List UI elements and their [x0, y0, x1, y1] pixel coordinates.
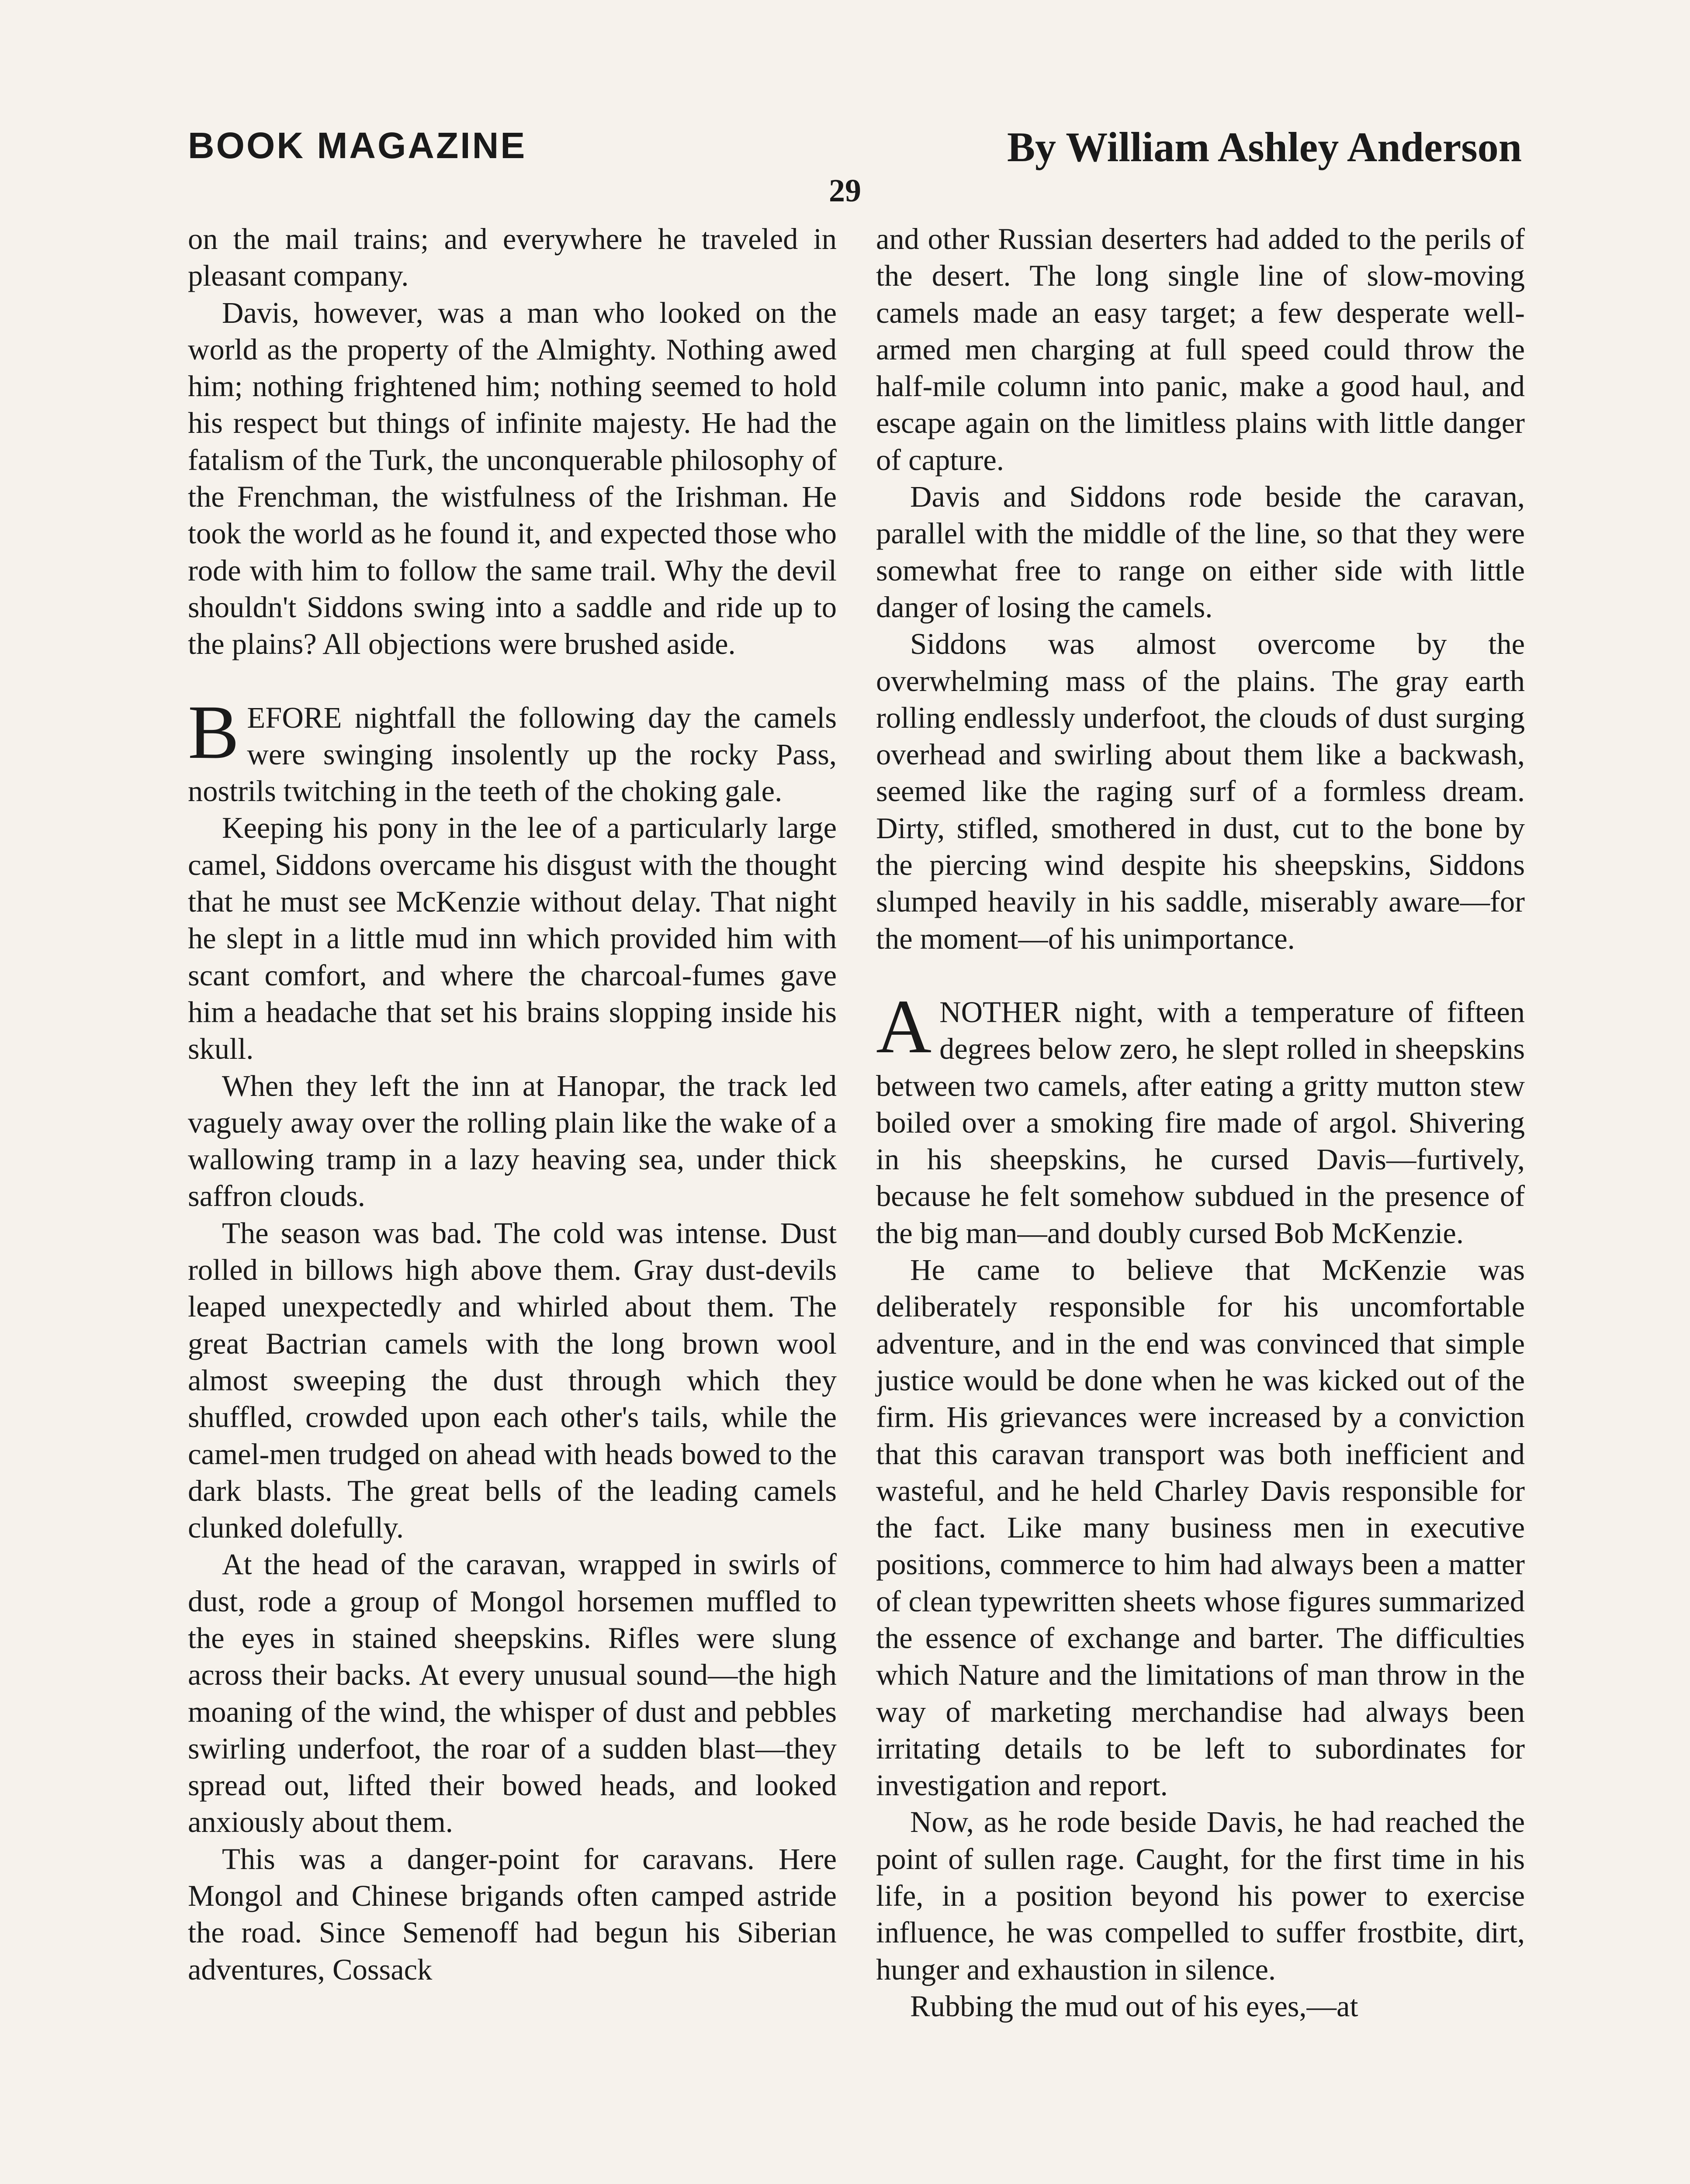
paragraph: At the head of the caravan, wrapped in swirls of dust, rode a group of Mongol horsemen muffled to the eyes in stained sheepskins. Rifles were slung across their backs. At every unusual sound—the high moaning of the wind, the whisper of dust and pebbles swirling underfoot, the roar of a sudden blast—they spread out, lifted their bowed heads, and looked anxiously about them.: [188, 1548, 837, 1839]
drop-cap: B: [188, 689, 239, 775]
paragraph-text: EFORE nightfall the following day the camels were swinging insolently up the rocky Pass, nostrils twitching in the teeth of the choking gale.: [188, 701, 837, 808]
drop-cap: A: [876, 984, 932, 1069]
paragraph-text: NOTHER night, with a temperature of fifteen degrees below zero, he slept rolled in sheepskins between two camels, after eating a gritty mutton stew boiled over a smoking fire made of argol. Shivering in his sheepskins, he cursed Davis—furtively, because he felt somehow subdued in the presence of the big man—and doubly cursed Bob McKenzie.: [876, 995, 1525, 1250]
paragraph: on the mail trains; and everywhere he traveled in pleasant company.: [188, 222, 837, 293]
paragraph: He came to believe that McKenzie was deliberately responsible for his uncomfortable adventure, and in the end was convinced that simple justice would be done when he was kicked out of the firm. His grievances were increased by a conviction that this caravan transport was both inefficient and wasteful, and he held Charley Davis responsible for the fact. Like many business men in executive positions, commerce to him had always been a matter of clean typewritten sheets whose figures summarized the essence of exchange and barter. The difficulties which Nature and the limitations of man throw in the way of marketing merchandise had always been irritating details to be left to subordinates for investigation and report.: [876, 1253, 1525, 1802]
section-opening-paragraph: [876, 984, 1525, 1251]
paragraph: and other Russian deserters had added to the perils of the desert. The long single line of slow-moving camels made an easy target; a few desperate well-armed men charging at full speed could throw the half-mile column into panic, make a good haul, and escape again on the limitless plains with little danger of capture.: [876, 222, 1525, 477]
left-column: [188, 221, 837, 1988]
magazine-title: BOOK MAGAZINE: [188, 125, 527, 166]
paragraph: Davis, however, was a man who looked on the world as the property of the Almighty. Nothing awed him; nothing frightened him; nothing seemed to hold his respect but things of infinite majesty. He had the fatalism of the Turk, the unconquerable philosophy of the Frenchman, the wistfulness of the Irishman. He took the world as he found it, and expected those who rode with him to follow the same trail. Why the devil shouldn't Siddons swing into a saddle and ride up to the plains? All objections were brushed aside.: [188, 296, 837, 661]
paragraph: Keeping his pony in the lee of a particularly large camel, Siddons overcame his disgust with the thought that he must see McKenzie without delay. That night he slept in a little mud inn which provided him with scant comfort, and where the charcoal-fumes gave him a headache that set his brains slopping inside his skull.: [188, 811, 837, 1066]
paragraph: Siddons was almost overcome by the overwhelming mass of the plains. The gray earth rolling endlessly underfoot, the clouds of dust surging overhead and swirling about them like a backwash, seemed like the raging surf of a formless dream. Dirty, stifled, smothered in dust, cut to the bone by the piercing wind despite his sheepskins, Siddons slumped heavily in his saddle, miserably aware—for the moment—of his unimportance.: [876, 627, 1525, 955]
paragraph: This was a danger-point for caravans. Here Mongol and Chinese brigands often camped astride the road. Since Semenoff had begun his Siberian adventures, Cossack: [188, 1842, 837, 1986]
paragraph: Davis and Siddons rode beside the caravan, parallel with the middle of the line, so that they were somewhat free to range on either side with little danger of losing the camels.: [876, 480, 1525, 624]
paragraph: The season was bad. The cold was intense. Dust rolled in billows high above them. Gray dust-devils leaped unexpectedly and whirled about them. The great Bactrian camels with the long brown wool almost sweeping the dust through which they shuffled, crowded upon each other's tails, while the camel-men trudged on ahead with heads bowed to the dark blasts. The great bells of the leading camels clunked dolefully.: [188, 1216, 837, 1545]
author-byline: By William Ashley Anderson: [1007, 124, 1522, 170]
paragraph: When they left the inn at Hanopar, the track led vaguely away over the rolling plain like the wake of a wallowing tramp in a lazy heaving sea, under thick saffron clouds.: [188, 1069, 837, 1213]
section-opening-paragraph: [188, 689, 837, 810]
page-number: 29: [829, 173, 861, 209]
paragraph: Rubbing the mud out of his eyes,—at: [910, 1989, 1358, 2023]
paragraph: Now, as he rode beside Davis, he had reached the point of sullen rage. Caught, for the first time in his life, in a position beyond his power to exercise influence, he was compelled to suffer frostbite, dirt, hunger and exhaustion in silence.: [876, 1805, 1525, 1986]
right-column: [876, 221, 1525, 2025]
